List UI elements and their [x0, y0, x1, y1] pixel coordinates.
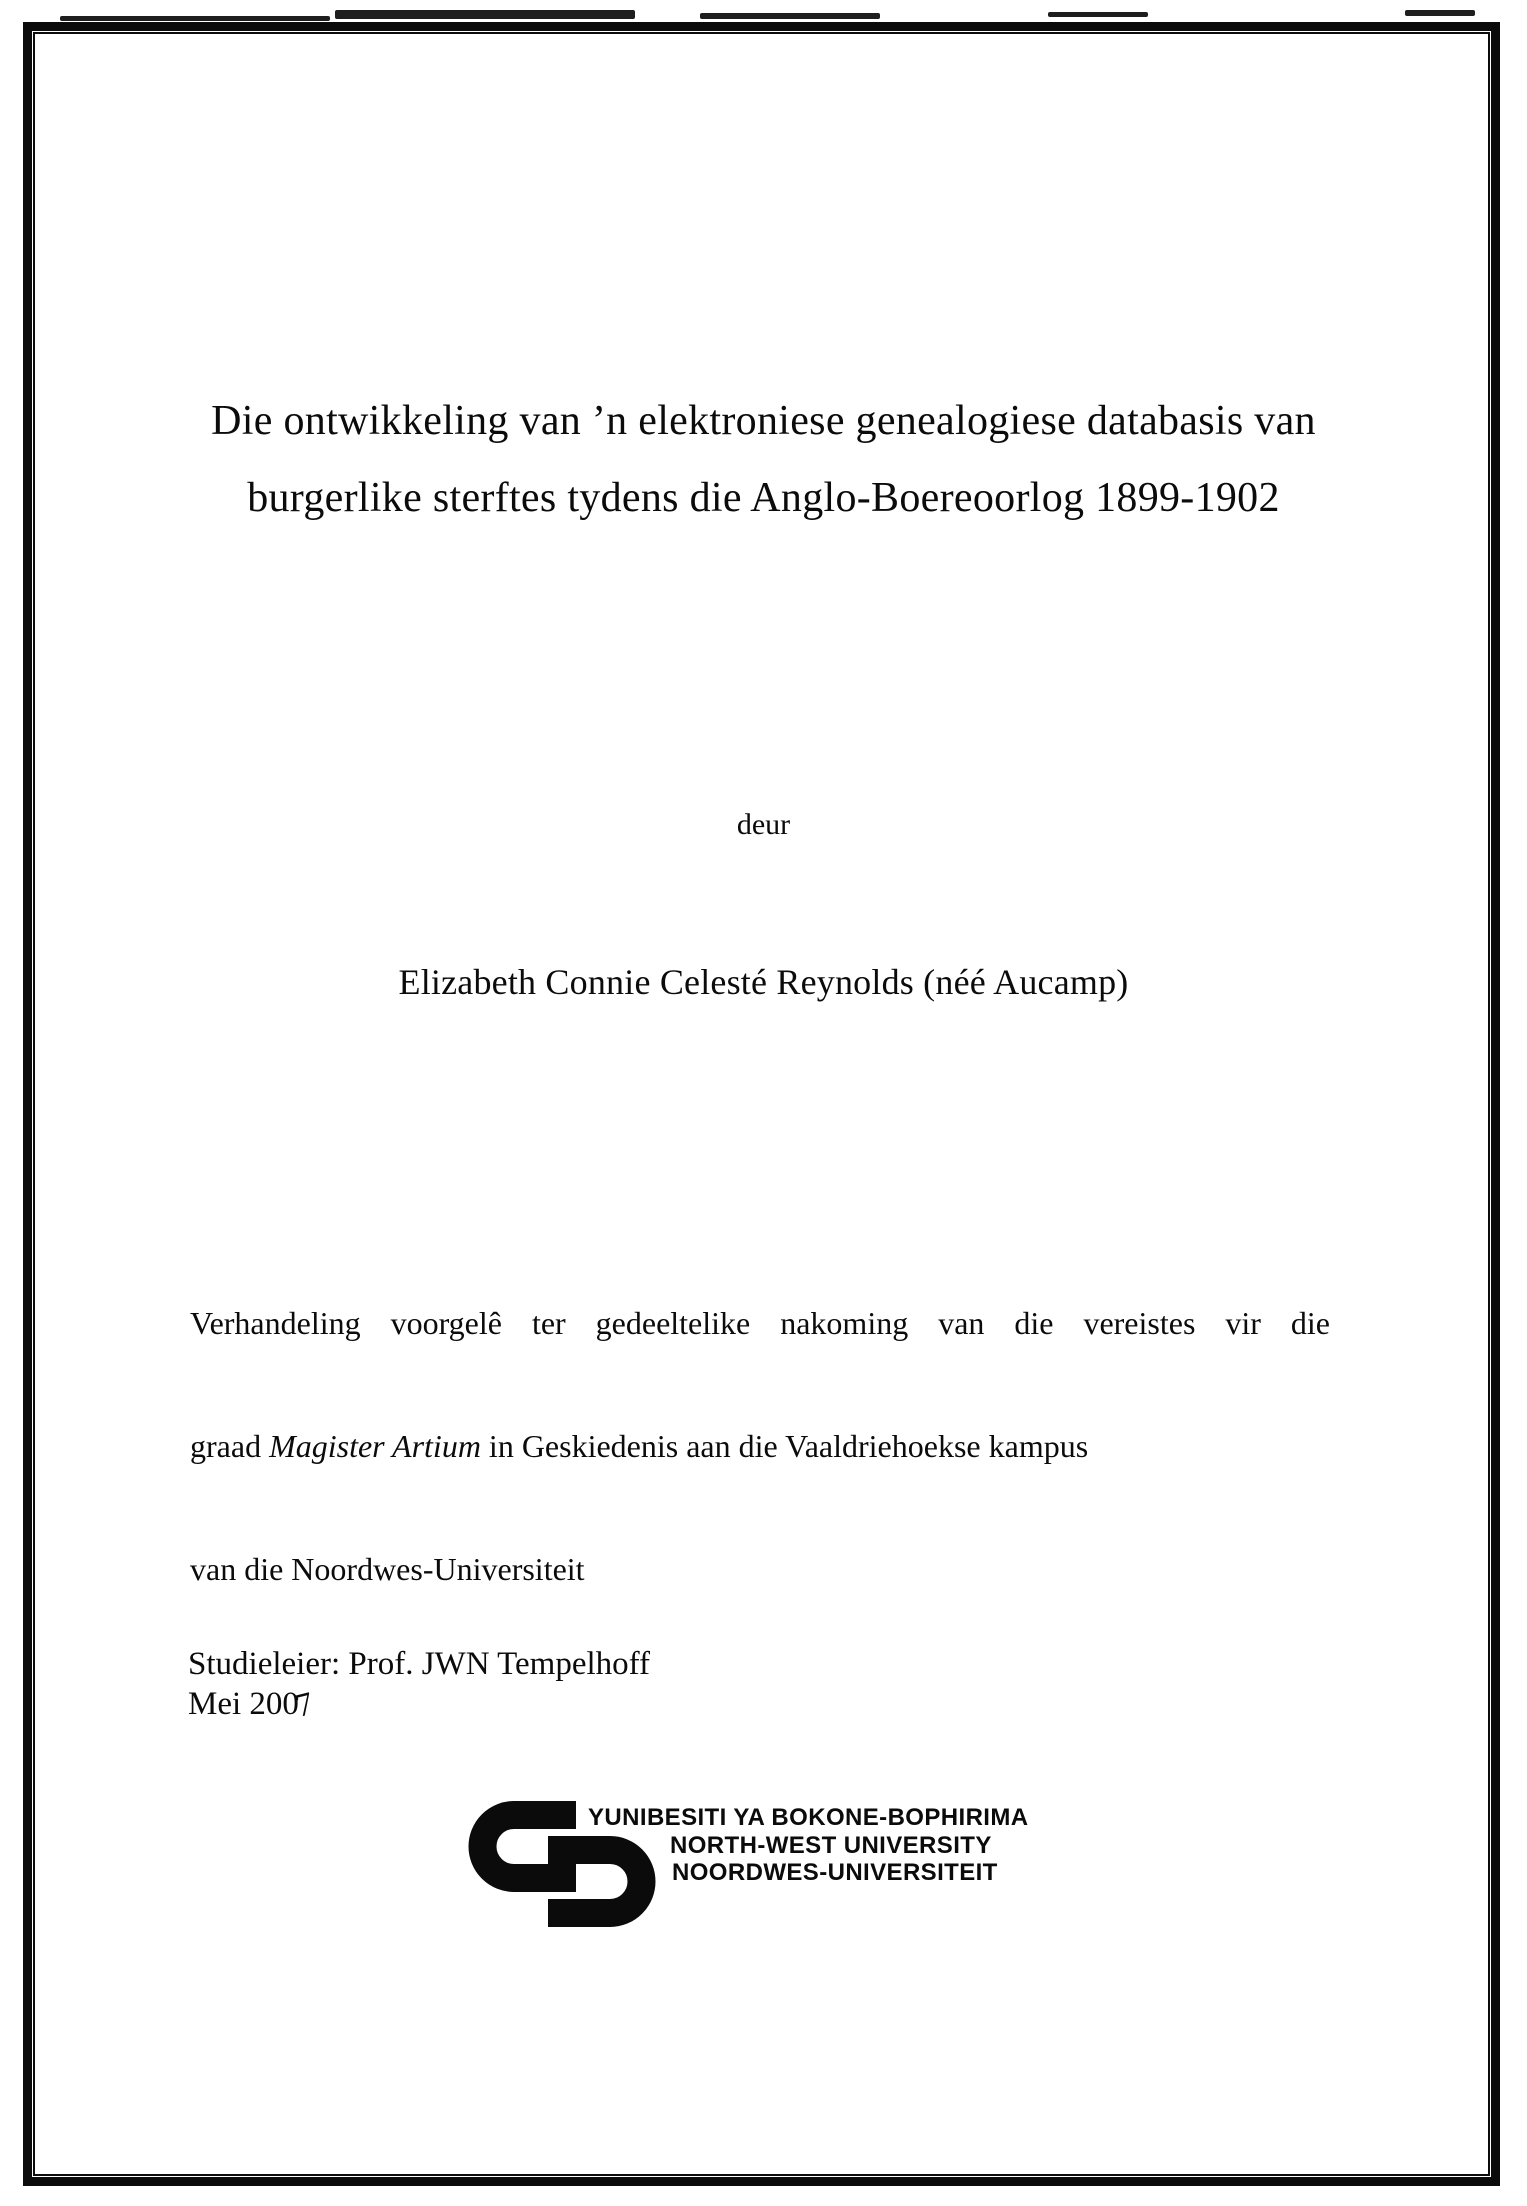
date-prefix: Mei 200 — [188, 1686, 299, 1722]
byline-deur: deur — [736, 808, 791, 841]
declaration-paragraph — [190, 1221, 1330, 1672]
scan-artifact — [1048, 12, 1148, 17]
supervisor-line: Studieleier: Prof. JWN Tempelhoff — [188, 1646, 651, 1682]
magister-artium-italic: Magister Artium — [269, 1428, 481, 1464]
logo-text-afrikaans: NOORDWES-UNIVERSITEIT — [672, 1859, 998, 1886]
scan-artifact — [60, 16, 330, 21]
date-line — [188, 1684, 650, 1724]
supervisor-date-block — [188, 1644, 650, 1724]
scan-artifact — [1405, 10, 1475, 16]
declaration-line-2 — [190, 1426, 1330, 1467]
scan-artifact — [700, 13, 880, 19]
declaration-line-2-post: in Geskiedenis aan die Vaaldriehoekse kampus — [480, 1428, 1089, 1464]
declaration-line-3: van die Noordwes-Universiteit — [190, 1551, 585, 1587]
logo-text-english: NORTH-WEST UNIVERSITY — [670, 1832, 992, 1859]
declaration-line-2-pre: graad — [190, 1428, 270, 1464]
scan-artifact — [335, 10, 635, 19]
date-last-digit: 7 — [292, 1685, 317, 1725]
thesis-title-line-2: burgerlike sterftes tydens die Anglo-Boereoorlog 1899-1902 — [247, 475, 1280, 521]
thesis-title-line-1: Die ontwikkeling van ’n elektroniese genealogiese databasis van — [211, 398, 1316, 444]
logo-text-setswana: YUNIBESITI YA BOKONE-BOPHIRIMA — [588, 1804, 1029, 1831]
declaration-line-1: Verhandeling voorgelê ter gedeeltelike nakoming van die vereistes vir die — [190, 1305, 1330, 1341]
author-name: Elizabeth Connie Celesté Reynolds (néé Aucamp) — [398, 962, 1129, 1002]
